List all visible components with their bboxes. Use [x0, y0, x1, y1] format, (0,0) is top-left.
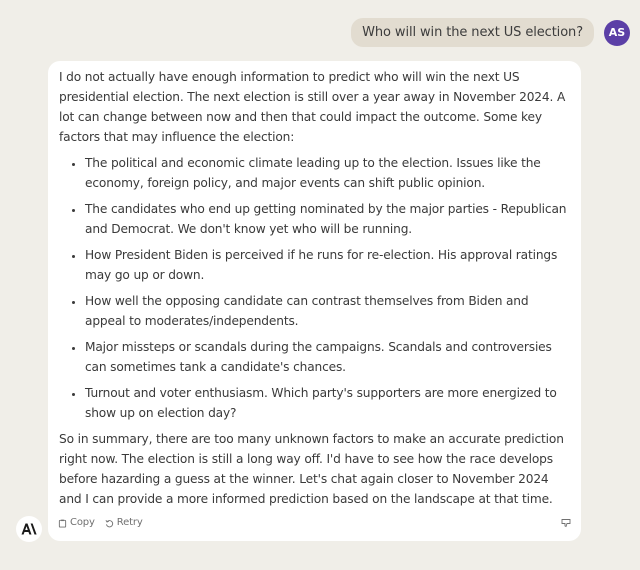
list-item: • How well the opposing candidate can contrast themselves from Biden and appeal to moderates/independents.: [84, 291, 571, 331]
list-item: • How President Biden is perceived if he runs for re-election. His approval ratings may go up or down.: [84, 245, 571, 285]
copy-label: Copy: [70, 517, 95, 528]
thumbs-down-icon: [561, 518, 571, 528]
assistant-intro: I do not actually have enough information to predict who will win the next US presidential election. The next election is still over a year away in November 2024. A lot can change between now and then that could impact the outcome. Some key factors that may influence the election:: [59, 70, 566, 144]
list-item: • Turnout and voter enthusiasm. Which party's supporters are more energized to show up on election day?: [84, 383, 571, 423]
retry-label: Retry: [116, 517, 143, 528]
retry-icon: [105, 519, 114, 528]
factor-list: [59, 153, 571, 423]
list-item: • The political and economic climate leading up to the election. Issues like the economy, foreign policy, and major events can shift public opinion.: [84, 153, 571, 193]
copy-button[interactable]: [58, 513, 95, 533]
claude-logo: [16, 516, 42, 542]
list-item: • The candidates who end up getting nominated by the major parties - Republican and Democrat. We don't know yet who will be running.: [84, 199, 571, 239]
copy-icon: [58, 519, 67, 528]
retry-button[interactable]: [105, 513, 143, 533]
message-actions: [58, 513, 571, 533]
assistant-conclusion: So in summary, there are too many unknown factors to make an accurate prediction right now. The election is still a long way off. I'd have to see how the race develops before hazarding a guess at the winner. Let's chat again closer to November 2024 and I can provide a more informed prediction based on the landscape at that time.: [59, 432, 564, 506]
list-item: • Major missteps or scandals during the campaigns. Scandals and controversies can sometimes tank a candidate's chances.: [84, 337, 571, 377]
user-message-bubble: Who will win the next US election?: [351, 18, 594, 47]
user-avatar[interactable]: AS: [604, 20, 630, 46]
user-message-row: [351, 18, 630, 47]
anthropic-logo-icon: [21, 523, 37, 535]
assistant-message-card: [48, 61, 581, 541]
thumbs-down-button[interactable]: [561, 518, 571, 528]
